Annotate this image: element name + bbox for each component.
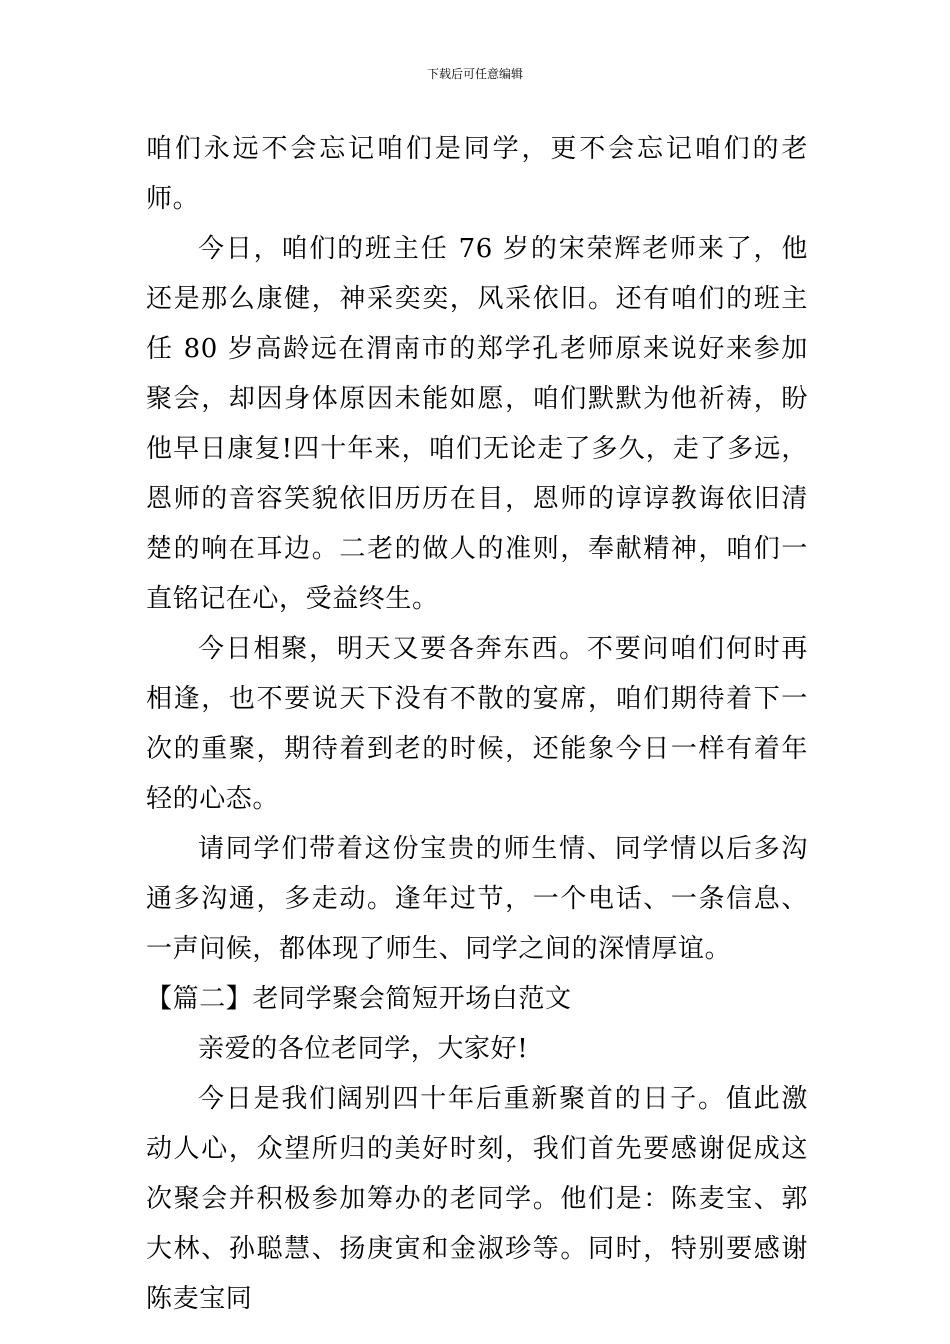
paragraph-3: 今日相聚，明天又要各奔东西。不要问咱们何时再相逢，也不要说天下没有不散的宴席，咱们期待着下一次的重聚，期待着到老的时候，还能象今日一样有着年轻的心态。 [146, 634, 808, 814]
paragraph-5: 今日是我们阔别四十年后重新聚首的日子。值此激动人心，众望所归的美好时刻，我们首先要感谢促成这次聚会并积极参加筹办的老同学。他们是：陈麦宝、郭大林、孙聪慧、扬庚寅和金淑珍等。同时，特别要感谢陈麦宝同 [146, 1084, 808, 1314]
page-header: 下载后可任意编辑 [426, 67, 523, 81]
paragraph-1: 咱们永远不会忘记咱们是同学，更不会忘记咱们的老师。 [146, 134, 808, 214]
paragraph-2: 今日，咱们的班主任 76 岁的宋荣辉老师来了，他还是那么康健，神采奕奕，风采依旧。还有咱们的班主任 80 岁高龄远在渭南市的郑学孔老师原来说好来参加聚会，却因身体原因未能如愿，咱们默默为他祈祷，盼他早日康复!四十年来，咱们无论走了多久，走了多远，恩师的音容笑貌依旧历历在目，恩师的谆谆教诲依旧清楚的响在耳边。二老的做人的准则，奉献精神，咱们一直铭记在心，受益终生。 [146, 234, 808, 614]
paragraph-4: 请同学们带着这份宝贵的师生情、同学情以后多沟通多沟通，多走动。逢年过节，一个电话、一条信息、一声问候，都体现了师生、同学之间的深情厚谊。 [146, 834, 808, 964]
section-heading: 【篇二】老同学聚会简短开场白范文 [146, 984, 572, 1014]
document-body [146, 124, 808, 1324]
greeting-paragraph: 亲爱的各位老同学，大家好! [198, 1034, 529, 1064]
